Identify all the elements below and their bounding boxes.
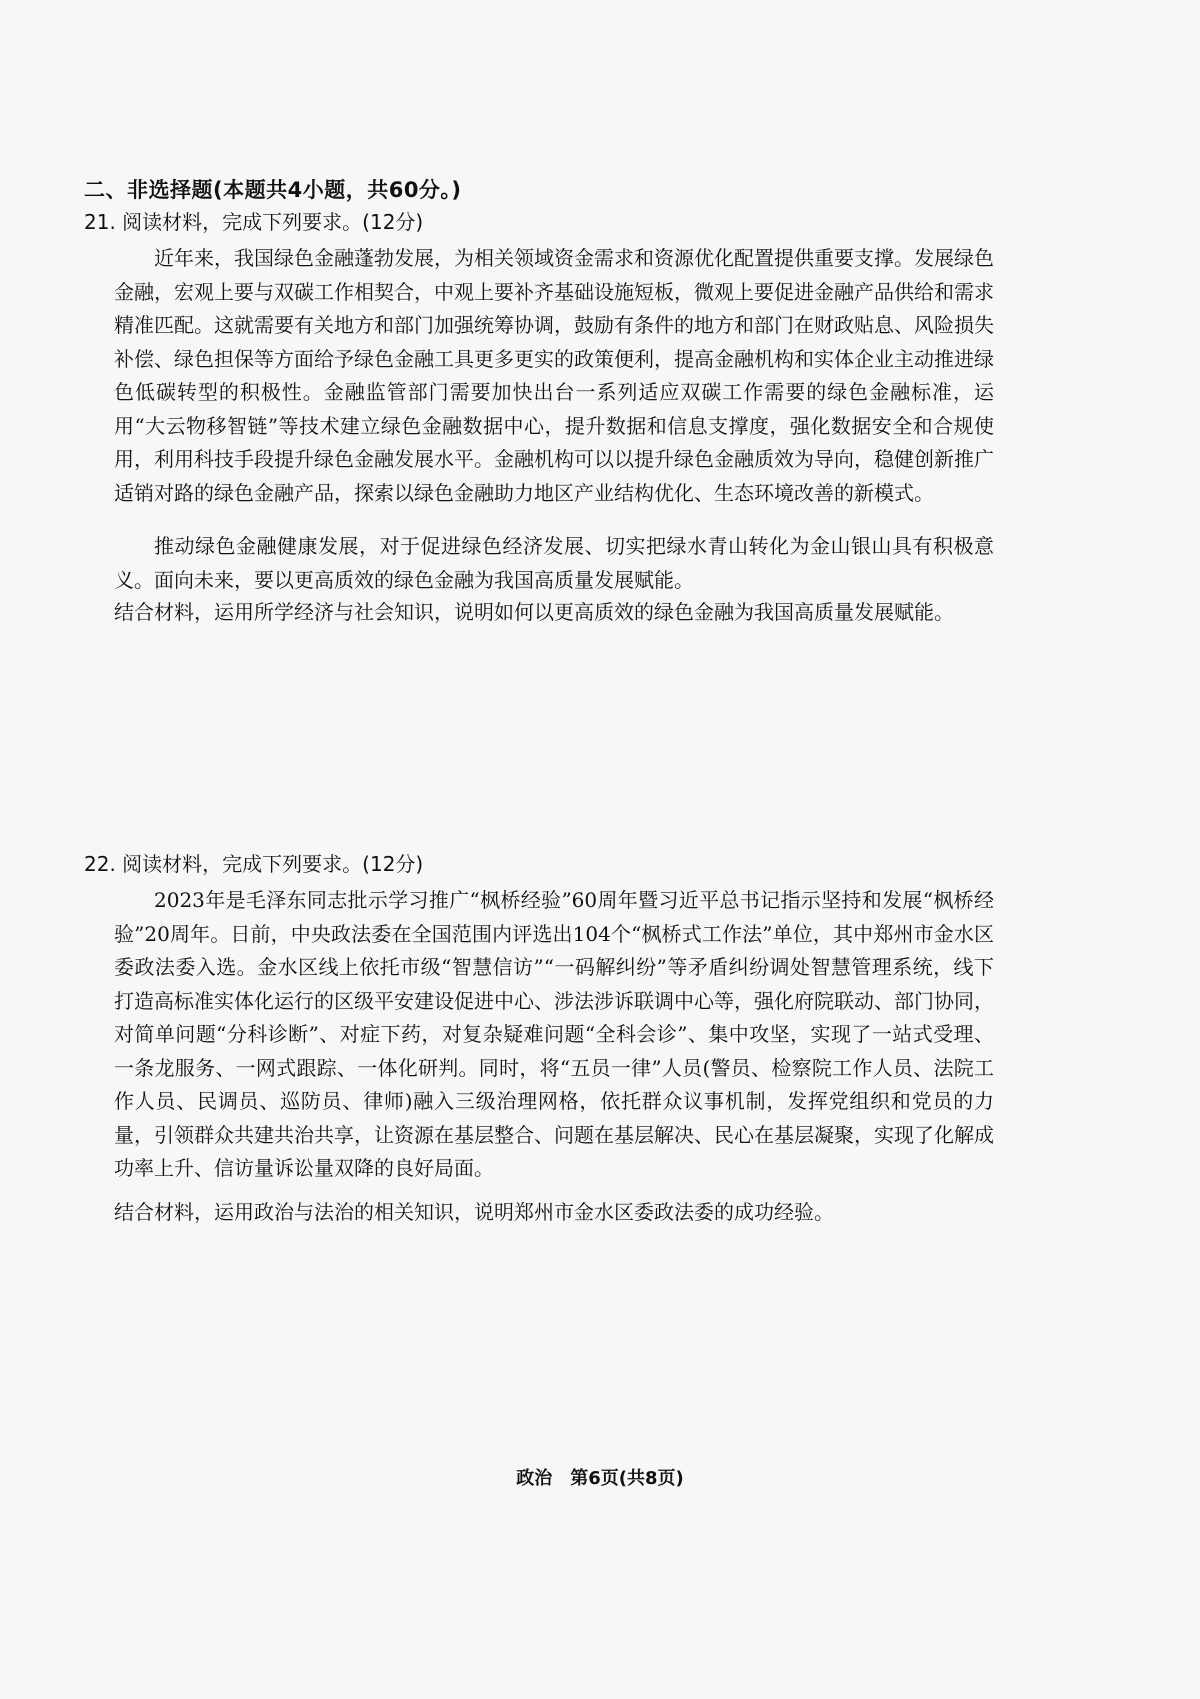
question-21-prompt: 结合材料，运用所学经济与社会知识，说明如何以更高质效的绿色金融为我国高质量发展赋能。 [114, 600, 954, 624]
question-21-paragraph-2: 推动绿色金融健康发展，对于促进绿色经济发展、切实把绿水青山转化为金山银山具有积极意义。面向未来，要以更高质效的绿色金融为我国高质量发展赋能。 [114, 534, 994, 592]
section-title: 二、非选择题(本题共4小题，共60分。) [84, 178, 462, 202]
question-21-passage-continued [114, 530, 994, 597]
question-21-passage [114, 242, 994, 510]
question-22-title: 22. 阅读材料，完成下列要求。(12分) [84, 852, 424, 876]
question-21-paragraph-1: 近年来，我国绿色金融蓬勃发展，为相关领域资金需求和资源优化配置提供重要支撑。发展绿色金融，宏观上要与双碳工作相契合，中观上要补齐基础设施短板，微观上要促进金融产品供给和需求精准匹配。这就需要有关地方和部门加强统筹协调，鼓励有条件的地方和部门在财政贴息、风险损失补偿、绿色担保等方面给予绿色金融工具更多更实的政策便利，提高金融机构和实体企业主动推进绿色低碳转型的积极性。金融监管部门需要加快出台一系列适应双碳工作需要的绿色金融标准，运用“大云物移智链”等技术建立绿色金融数据中心，提升数据和信息支撑度，强化数据安全和合规使用，利用科技手段提升绿色金融发展水平。金融机构可以以提升绿色金融质效为导向，稳健创新推广适销对路的绿色金融产品，探索以绿色金融助力地区产业结构优化、生态环境改善的新模式。 [114, 246, 994, 505]
question-21-title: 21. 阅读材料，完成下列要求。(12分) [84, 210, 424, 234]
question-22-passage [114, 884, 994, 1186]
page-footer: 政治 第6页(共8页) [516, 1468, 684, 1489]
question-22-prompt: 结合材料，运用政治与法治的相关知识，说明郑州市金水区委政法委的成功经验。 [114, 1200, 834, 1224]
question-22-paragraph-1: 2023年是毛泽东同志批示学习推广“枫桥经验”60周年暨习近平总书记指示坚持和发展“枫桥经验”20周年。日前，中央政法委在全国范围内评选出104个“枫桥式工作法”单位，其中郑州市金水区委政法委入选。金水区线上依托市级“智慧信访”“一码解纠纷”等矛盾纠纷调处智慧管理系统，线下打造高标准实体化运行的区级平安建设促进中心、涉法涉诉联调中心等，强化府院联动、部门协同，对简单问题“分科诊断”、对症下药，对复杂疑难问题“全科会诊”、集中攻坚，实现了一站式受理、一条龙服务、一网式跟踪、一体化研判。同时，将“五员一律”人员(警员、检察院工作人员、法院工作人员、民调员、巡防员、律师)融入三级治理网格，依托群众议事机制，发挥党组织和党员的力量，引领群众共建共治共享，让资源在基层整合、问题在基层解决、民心在基层凝聚，实现了化解成功率上升、信访量诉讼量双降的良好局面。 [114, 888, 994, 1180]
